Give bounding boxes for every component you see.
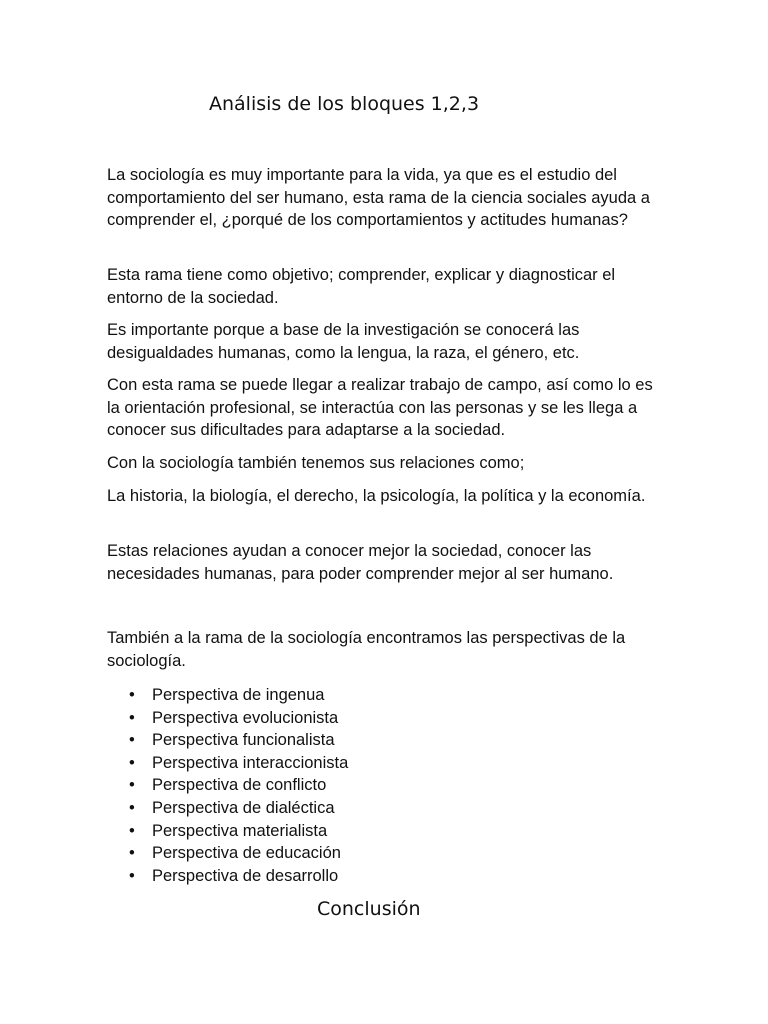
list-item [107, 797, 348, 820]
paragraph-sociology-importance: La sociología es muy importante para la vida, ya que es el estudio del comportamiento del ser humano, esta rama de la ciencia sociales ayuda a comprender el, ¿porqué de los comportamientos y actitudes humanas? [107, 166, 650, 229]
bullet-marker: • [129, 844, 135, 863]
paragraph-inequalities: Es importante porque a base de la investigación se conocerá las desigualdades humanas, como la lengua, la raza, el género, etc. [107, 321, 580, 362]
perspectives-list [107, 684, 348, 887]
list-item-text: Perspectiva de conflicto [152, 776, 327, 795]
bullet-marker: • [129, 731, 135, 750]
bullet-marker: • [129, 686, 135, 704]
list-item [107, 774, 348, 797]
paragraph-relations-intro: Con la sociología también tenemos sus relaciones como; [107, 454, 525, 472]
list-item [107, 684, 348, 707]
list-item-text: Perspectiva materialista [152, 821, 328, 840]
bullet-marker: • [129, 821, 135, 840]
list-item [107, 820, 348, 843]
list-item-text: Perspectiva evolucionista [152, 708, 339, 727]
list-item [107, 707, 348, 730]
bullet-marker: • [129, 776, 135, 795]
list-item [107, 729, 348, 752]
list-item [107, 752, 348, 775]
paragraph-relations-list: La historia, la biología, el derecho, la psicología, la política y la economía. [107, 487, 646, 505]
bullet-marker: • [129, 708, 135, 727]
paragraph-perspectives-intro: También a la rama de la sociología encontramos las perspectivas de la sociología. [107, 629, 626, 670]
paragraph-objective: Esta rama tiene como objetivo; comprender, explicar y diagnosticar el entorno de la sociedad. [107, 266, 616, 307]
bullet-marker: • [129, 798, 135, 817]
bullet-marker: • [129, 753, 135, 772]
paragraph-field-work: Con esta rama se puede llegar a realizar trabajo de campo, así como lo es la orientación profesional, se interactúa con las personas y se les llega a conocer sus dificultades para adaptarse a la sociedad. [107, 376, 653, 439]
list-item-text: Perspectiva de dialéctica [152, 798, 335, 817]
list-item [107, 842, 348, 865]
document-title: Análisis de los bloques 1,2,3 [209, 93, 480, 115]
list-item-text: Perspectiva interaccionista [152, 753, 349, 772]
list-item-text: Perspectiva de desarrollo [152, 866, 339, 885]
list-item [107, 865, 348, 888]
list-item-text: Perspectiva de ingenua [152, 686, 325, 704]
paragraph-relations-purpose: Estas relaciones ayudan a conocer mejor la sociedad, conocer las necesidades humanas, para poder comprender mejor al ser humano. [107, 542, 614, 583]
list-item-text: Perspectiva de educación [152, 844, 341, 863]
bullet-marker: • [129, 866, 135, 885]
conclusion-heading: Conclusión [317, 898, 421, 920]
list-item-text: Perspectiva funcionalista [152, 731, 335, 750]
